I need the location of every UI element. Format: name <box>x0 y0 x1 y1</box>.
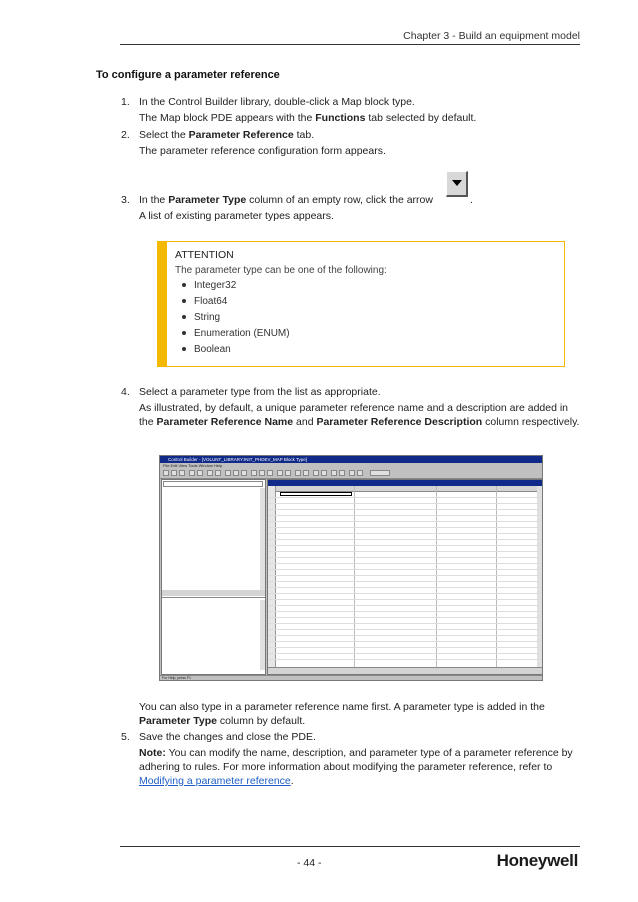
toolbar-icon <box>321 470 327 476</box>
table-row <box>268 635 542 636</box>
table-row <box>268 569 542 570</box>
footer-rule <box>120 846 580 847</box>
step-5-text: Save the changes and close the PDE. <box>139 731 316 743</box>
toolbar-icon <box>241 470 247 476</box>
table-row <box>268 497 542 498</box>
step-3-number: 3. <box>121 194 130 206</box>
toolbar-icon <box>233 470 239 476</box>
library-pane <box>161 479 266 675</box>
table-row <box>268 623 542 624</box>
table-row <box>268 617 542 618</box>
toolbar-icon <box>171 470 177 476</box>
step-3-period: . <box>470 194 473 206</box>
procedure-title: To configure a parameter reference <box>96 69 280 81</box>
toolbar-icon <box>267 470 273 476</box>
table-row <box>268 503 542 504</box>
after-screenshot-line1: You can also type in a parameter reference name first. A parameter type is added in the <box>139 701 545 713</box>
table-row <box>268 593 542 594</box>
screenshot-toolbar <box>160 469 542 479</box>
table-row <box>268 575 542 576</box>
block-type-pane <box>267 479 543 675</box>
toolbar-icon <box>357 470 363 476</box>
table-row <box>268 521 542 522</box>
toolbar-icon <box>295 470 301 476</box>
note-line1: Note: You can modify the name, description, and parameter type of a parameter reference by <box>139 747 573 759</box>
step-3-result: A list of existing parameter types appears. <box>139 210 334 222</box>
step-1-number: 1. <box>121 96 130 108</box>
dropdown-arrow-icon <box>446 171 468 197</box>
toolbar-icon <box>285 470 291 476</box>
step-4-number: 4. <box>121 386 130 398</box>
step-2-number: 2. <box>121 129 130 141</box>
library-scrollbar <box>260 488 265 590</box>
modifying-parameter-reference-link[interactable]: Modifying a parameter reference <box>139 775 291 787</box>
table-row <box>268 551 542 552</box>
toolbar-icon <box>339 470 345 476</box>
header-rule <box>120 44 580 45</box>
toolbar-icon <box>331 470 337 476</box>
step-2-result: The parameter reference configuration form appears. <box>139 145 386 157</box>
table-row <box>268 533 542 534</box>
step-1-text: In the Control Builder library, double-click a Map block type. <box>139 96 415 108</box>
table-row <box>268 587 542 588</box>
table-row <box>268 545 542 546</box>
toolbar-icon <box>179 470 185 476</box>
library-search-box <box>163 481 263 487</box>
table-row <box>268 509 542 510</box>
table-row <box>268 647 542 648</box>
library-divider <box>162 597 265 598</box>
honeywell-logo: Honeywell <box>496 851 578 870</box>
attention-list <box>182 280 290 360</box>
note-line3: Modifying a parameter reference. <box>139 775 294 787</box>
step-4-result-line1: As illustrated, by default, a unique parameter reference name and a description are added in <box>139 402 569 414</box>
table-row <box>268 557 542 558</box>
table-row <box>268 605 542 606</box>
step-4-result-line2: the Parameter Reference Name and Parameter Reference Description column respectively. <box>139 416 580 428</box>
toolbar-icon <box>225 470 231 476</box>
toolbar-icon <box>313 470 319 476</box>
selected-cell <box>280 492 352 496</box>
step-3-text: In the Parameter Type column of an empty row, click the arrow <box>139 194 433 206</box>
list-item: String <box>182 312 290 328</box>
chapter-header: Chapter 3 - Build an equipment model <box>403 30 580 42</box>
screenshot-statusbar: For Help, press F1 <box>160 675 542 680</box>
attention-bar <box>158 242 167 366</box>
step-1-result: The Map block PDE appears with the Functions tab selected by default. <box>139 112 477 124</box>
toolbar-icon <box>251 470 257 476</box>
step-5-number: 5. <box>121 731 130 743</box>
toolbar-icon <box>303 470 309 476</box>
step-4-text: Select a parameter type from the list as appropriate. <box>139 386 381 398</box>
attention-box <box>157 241 565 367</box>
table-row <box>268 581 542 582</box>
toolbar-icon <box>207 470 213 476</box>
toolbar-icon <box>277 470 283 476</box>
toolbar-icon <box>163 470 169 476</box>
toolbar-icon <box>259 470 265 476</box>
pde-tabs <box>268 667 542 674</box>
screenshot-titlebar: Control Builder - [VOLUNT_LIBRARY:INIT_PHDEV_MAP Block Type] <box>160 456 542 463</box>
table-row <box>268 641 542 642</box>
list-item: Float64 <box>182 296 290 312</box>
toolbar-icon <box>349 470 355 476</box>
step-2-text: Select the Parameter Reference tab. <box>139 129 315 141</box>
note-line2: adhering to rules. For more information about modifying the parameter reference, refer to <box>139 761 553 773</box>
table-row <box>268 563 542 564</box>
table-row <box>268 539 542 540</box>
toolbar-icon <box>197 470 203 476</box>
screenshot-menubar: File Edit View Tools Window Help <box>163 463 223 468</box>
table-row <box>268 515 542 516</box>
table-row <box>268 599 542 600</box>
list-item: Boolean <box>182 344 290 360</box>
attention-title: ATTENTION <box>175 249 234 261</box>
table-row <box>268 527 542 528</box>
list-item: Enumeration (ENUM) <box>182 328 290 344</box>
table-row <box>268 629 542 630</box>
after-screenshot-line2: Parameter Type column by default. <box>139 715 306 727</box>
control-builder-screenshot <box>159 455 543 681</box>
toolbar-icon <box>189 470 195 476</box>
toolbar-icon <box>215 470 221 476</box>
table-row <box>268 659 542 660</box>
page-number: - 44 - <box>297 857 322 869</box>
attention-body: The parameter type can be one of the following: <box>175 265 387 276</box>
table-row <box>268 653 542 654</box>
library-scrollbar-lower <box>260 600 265 670</box>
toolbar-dropdown <box>370 470 390 476</box>
list-item: Integer32 <box>182 280 290 296</box>
library-tabs <box>162 590 265 596</box>
table-row <box>268 611 542 612</box>
